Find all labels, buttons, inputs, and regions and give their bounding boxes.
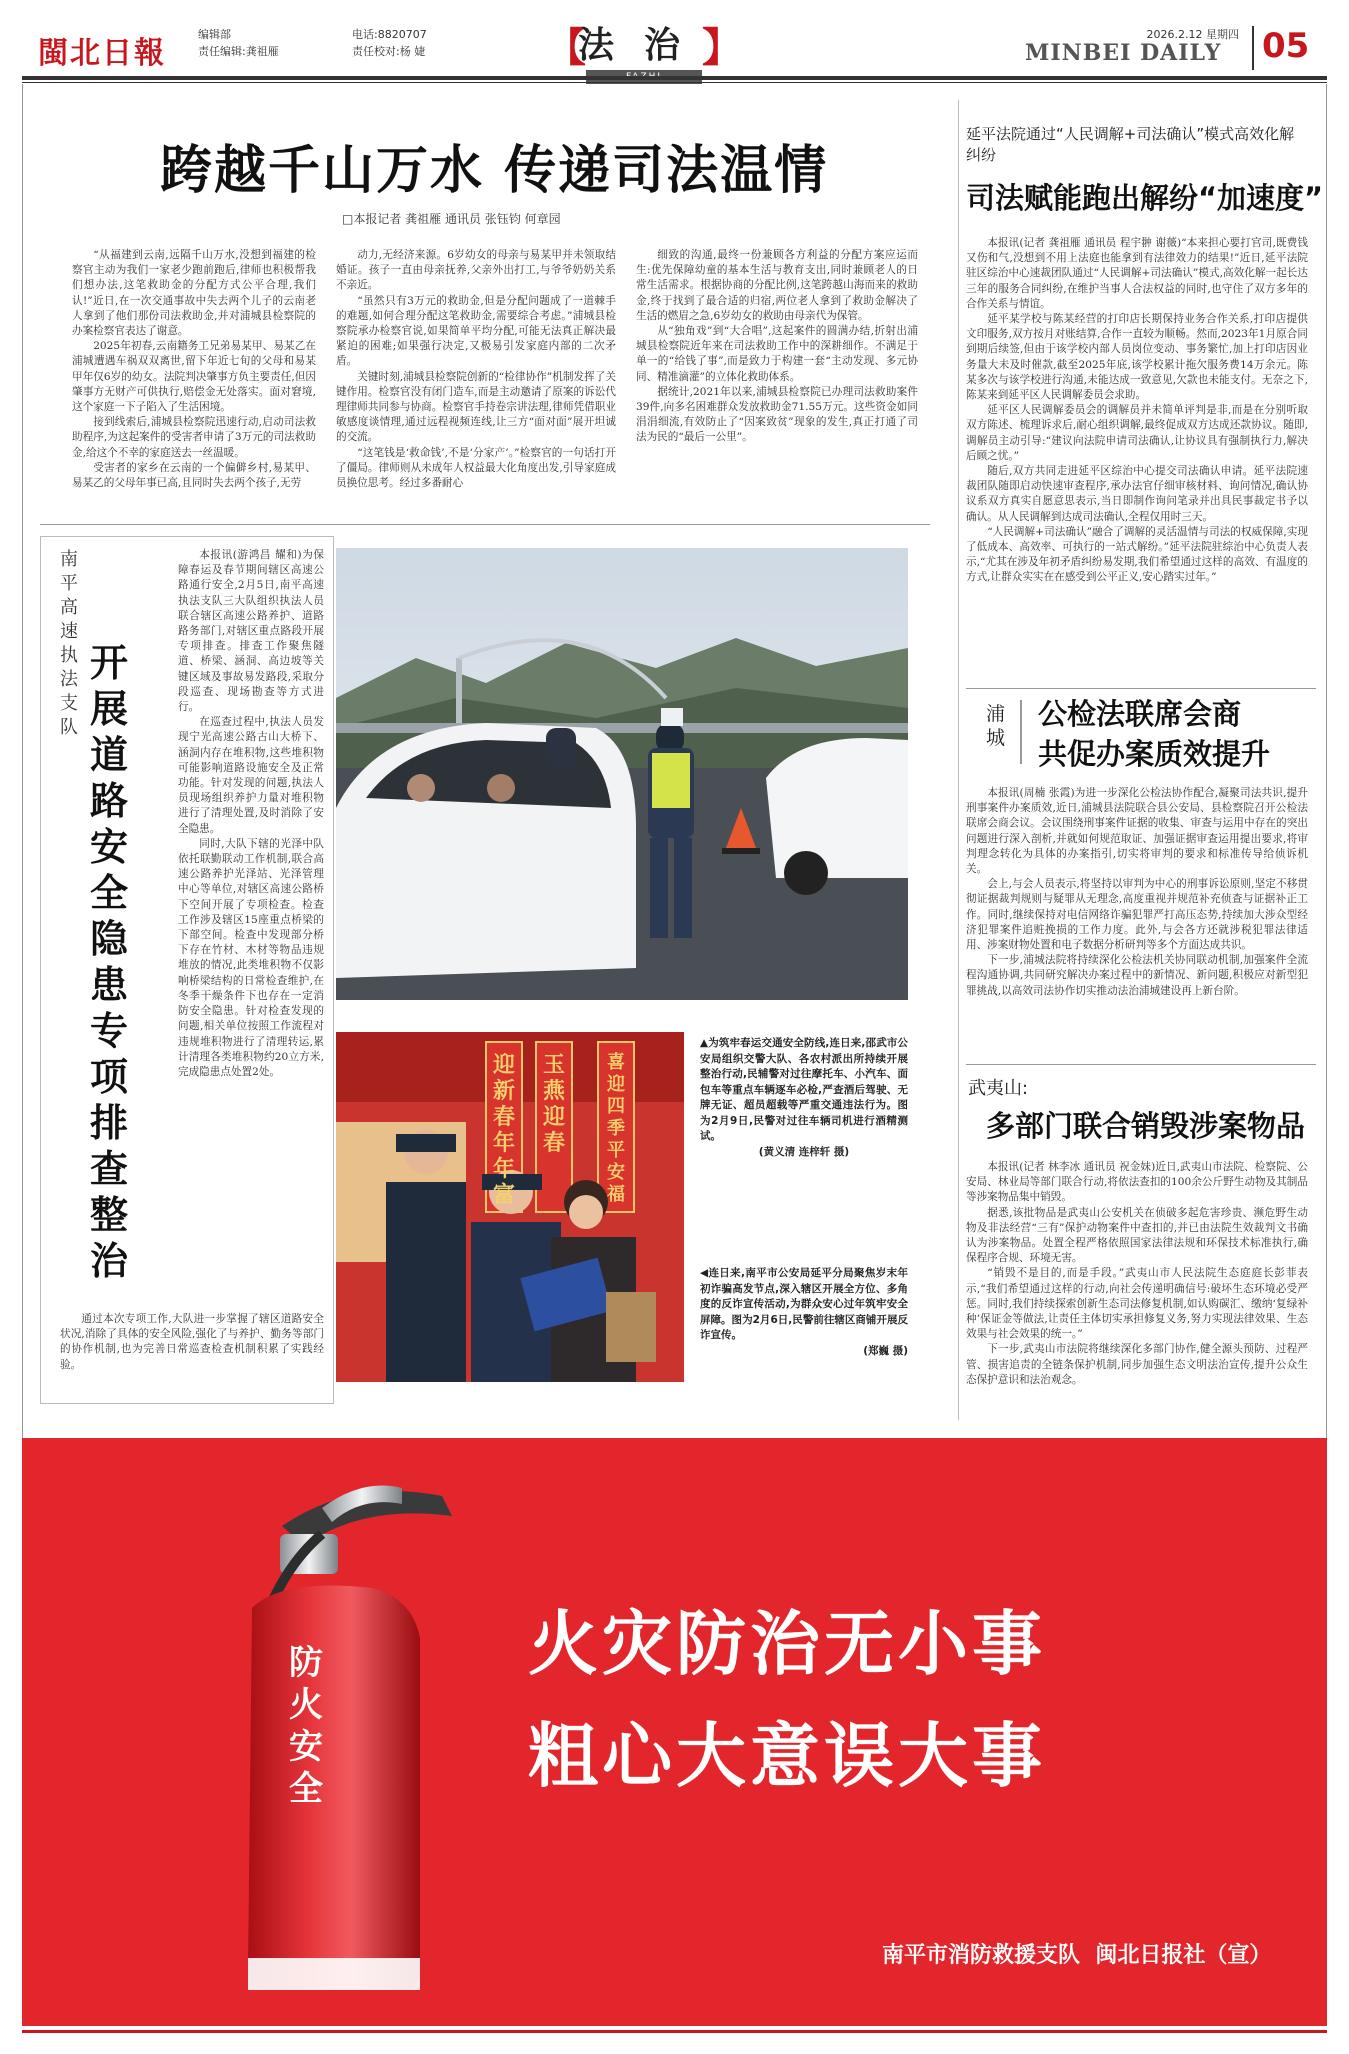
sidebar-p4: 通过本次专项工作,大队进一步掌握了辖区道路安全状况,消除了具体的安全风险,强化了与养护、勤务等部门的协作机制,也为完善日常巡查检查机制积累了实践经验。 [60,1313,324,1371]
lead-c2-p4: “这笔钱是‘救命钱’,不是‘分家产’。”检察官的一句话打开了僵局。律师则从未成年人权益最大化角度出发,引导家庭成员换位思考。经过多番耐心 [336,446,616,490]
shop-sign-3: 喜迎四季平安福 [607,1052,625,1205]
ad-badge: 防火安全 [289,1643,323,1809]
pucheng-p2: 会上,与会人员表示,将坚持以审判为中心的刑事诉讼原则,坚定不移贯彻证据裁判规则与疑罪从无理念,高度重视并规范补充侦查与证据补正工作。同时,继续保持对电信网络诈骗犯罪严打高压态势,持续加大涉众型经济犯罪案件追赃挽损的工作力度。此外,与会各方还就涉税犯罪法律适用、涉案财物处置和电子数据分析研判等多个方面达成共识。 [966,878,1308,952]
caption-antifraud-text: ◀连日来,南平市公安局延平分局聚焦岁末年初诈骗高发节点,深入辖区开展全方位、多角度的反诈宣传活动,为群众安心过年筑牢安全屏障。图为2月6日,民警前往辖区商铺开展反诈宣传。 [700,1267,908,1341]
lead-c2-p3: 关键时刻,浦城县检察院创新的“检律协作”机制发挥了关键作用。检察官没有闭门造车,而是主动邀请了原案的诉讼代理律师共同参与协商。检察官手持卷宗讲法理,律师凭借职业敏感度谈情理,通过远程视频连线,让三方“面对面”展开坦诚的交流。 [336,370,616,444]
sidebar-p3: 同时,大队下辖的光泽中队依托联勤联动工作机制,联合高速公路养护光泽站、光泽管理中心等单位,对辖区高速公路桥下空间开展了专项检查。检查工作涉及辖区15座重点桥梁的下部空间。检查中发现部分桥下存在竹材、木材等物品违规堆放的情况,此类堆积物不仅影响桥梁结构的日常检查维护,在冬季干燥条件下也存在一定消防安全隐患。针对检查发现的问题,相关单位按照工作流程对违规堆积物进行了清理转运,累计清理各类堆积物约20立方米,完成隐患点处置2处。 [178,837,324,1078]
issue-date: 2026.2.12 星期四 [1146,28,1239,41]
right-kicker: 延平法院通过“人民调解+司法确认”模式高效化解纠纷 [966,125,1295,164]
newspaper-logo: 閩北日報 [38,36,166,71]
lead-c3-p1: 细致的沟通,最终一份兼顾各方利益的分配方案应运而生:优先保障幼童的基本生活与教育支出,同时兼顾老人的日常生活需求。根据协商的分配比例,这笔跨越山海而来的救助金,终于找到了最合适的归宿,两位老人拿到了救助金解决了生活的燃眉之急,6岁幼女的救助由母亲代为保管。 [636,249,918,322]
right-p4: 随后,双方共同走进延平区综治中心提交司法确认申请。延平法院速裁团队随即启动快速审查程序,承办法官仔细审核材料、询问情况,确认协议系双方真实自愿意思表示,当日即制作询问笔录并出具民事裁定书予以确认。从人民调解到达成司法确认,全程仅用时三天。 [966,465,1308,523]
pucheng-headline [1038,694,1270,774]
photo-traffic-check [336,548,908,1000]
traffic-check-illustration [336,548,908,1000]
column-divider [958,100,959,1420]
wuyishan-headline: 多部门联合销毁涉案物品 [986,1109,1306,1143]
pucheng-headline-1: 公检法联席会商 [1038,697,1242,731]
sidebar-p1: 本报讯(游鸿昌 耀和)为保障春运及春节期间辖区高速公路通行安全,2月5日,南平高速执法支队三大队组织执法人员联合辖区高速公路养护、道路路务部门,对辖区重点路段开展专项排查。排查工作聚焦隧道、桥梁、涵洞、高边坡等关键区域及事故易发路段,采取分段巡查、现场勘查等方式进行。 [178,549,324,714]
sidebar-body-top [178,548,324,1080]
pucheng-headline-2: 共促办案质效提升 [1038,737,1271,771]
left-bracket-icon: 【 [546,24,586,71]
right-body [966,236,1308,586]
caption-traffic-credit: (黄义清 连梓轩 摄) [758,1145,850,1158]
right-rule-1 [966,688,1316,689]
sidebar-kicker: 南平高速执法支队 [60,549,78,738]
wuyishan-tag: 武夷山: [968,1078,1029,1099]
lead-column-2 [336,248,616,491]
page-number: 05 [1262,26,1310,66]
proofreader: 责任校对:杨 婕 [352,45,426,58]
wuyishan-p4: 下一步,武夷山市法院将继续深化多部门协作,健全源头预防、过程严管、损害追责的全链条保护机制,同步加强生态文明法治宣传,提升公众生态保护意识和法治观念。 [966,1343,1308,1386]
lead-c2-p1: 动力,无经济来源。6岁幼女的母亲与易某甲并未领取结婚证。孩子一直由母亲抚养,父亲外出打工,与爷爷奶奶关系不亲近。 [336,249,616,292]
lead-column-1 [72,248,316,491]
caption-antifraud [700,1266,908,1359]
caption-traffic-text: ▲为筑牢春运交通安全防线,连日来,邵武市公安局组织交警大队、各农村派出所持续开展整治行动,民辅警对过往摩托车、小汽车、面包车等重点车辆逐车必检,严查酒后驾驶、无牌无证、超员超载等严重交通违法行为。图为2月9日,民警对过往车辆司机进行酒精测试。 [700,1037,908,1142]
lead-c1-p4: 受害者的家乡在云南的一个偏僻乡村,易某甲、易某乙的父母年事已高,且同时失去两个孩子,无劳 [72,461,316,490]
right-p1: 本报讯(记者 龚祖雁 通讯员 程宇翀 谢薇)“本来担心要打官司,既费钱又伤和气,没想到不用上法庭也能拿到有法律效力的结果!”近日,延平法院驻区综治中心速裁团队通过“人民调解+司法确认”模式,高效化解一起长达三年的服务合同纠纷,在维护当事人合法权益的同时,也守住了双方多年的合作关系与情谊。 [966,237,1308,310]
wuyishan-p2: 据悉,该批物品是武夷山公安机关在侦破多起危害珍贵、濒危野生动物及非法经营“三有”保护动物案件中查扣的,并已由法院生效裁判文书确认为涉案物品。处置全程严格依照国家法律法规和环保技术标准执行,确保程序合规、环境无害。 [966,1206,1308,1265]
masthead-rule [22,76,1327,80]
pucheng-p3: 下一步,浦城法院将持续深化公检法机关协同联动机制,加强案件全流程沟通协调,共同研究解决办案过程中的新情况、新问题,积极应对新型犯罪挑战,以高效司法协作切实推动法治浦城建设再上新台阶。 [966,954,1308,997]
daily-name: MINBEI DAILY [1025,40,1222,66]
pucheng-p1: 本报讯(周楠 张霞)为进一步深化公检法协作配合,凝聚司法共识,提升刑事案件办案质效,近日,浦城县法院联合县公安局、县检察院召开公检法联席会商会议。会议围绕刑事案件证据的收集、审查与运用中存在的突出问题进行深入剖析,并就如何规范取证、加强证据审查运用提出要求,将审判理念转化为具体的办案指引,切实将审判的要求和标准传导给侦诉机关。 [966,787,1308,876]
lead-c3-p3: 据统计,2021年以来,浦城县检察院已办理司法救助案件39件,向多名困难群众发放救助金71.55万元。这些资金如同涓涓细流,有效防止了“因案致贫”现象的发生,真正打通了司法为民的“最后一公里”。 [636,385,918,444]
lead-c2-p2: “虽然只有3万元的救助金,但是分配问题成了一道棘手的难题,如何合理分配这笔救助金,需要综合考虑。”浦城县检察院承办检察官说,如果简单平均分配,可能无法真正解决最紧迫的困难;如果强行决定,又极易引发家庭内部的二次矛盾。 [336,294,616,368]
right-bracket-icon: 】 [702,24,742,71]
section-header [546,22,742,84]
wuyishan-p3: “销毁不是目的,而是手段。”武夷山市人民法院生态庭庭长彭菲表示,“我们希望通过这样的行动,向社会传递明确信号:破坏生态环境必受严惩。同时,我们持续探索创新生态司法修复机制,如认购碳汇、缴纳‘复绿补种’保证金等做法,让责任主体切实承担修复义务,努力实现法律效果、生态效果与社会效果的统一。” [966,1267,1308,1341]
right-p3: 延平区人民调解委员会的调解员并未简单评判是非,而是在分别听取双方陈述、梳理诉求后,耐心组织调解,最终促成双方达成还款协议。随即,调解员主动引导:“建议向法院申请司法确认,让协议具有强制执行力,解决后顾之忧。” [966,404,1308,462]
right-p5: “人民调解+司法确认”融合了调解的灵活温情与司法的权威保障,实现了低成本、高效率、可执行的一站式解纷。”延平法院驻综治中心负责人表示,“尤其在涉及年初矛盾纠纷易发期,我们希望通过这样的高效、有温度的方式,让群众实实在在感受到公平正义,安心踏实过年。” [966,525,1308,584]
pucheng-tag: 浦城 [986,703,1006,749]
ad-bottom-rule [22,2030,1327,2033]
ad-slogan-1: 火灾防治无小事 [528,1603,1046,1685]
lead-byline: □本报记者 龚祖雁 通讯员 张钰钧 何章园 [342,212,561,226]
editor-name: 责任编辑:龚祖雁 [198,45,279,58]
ad-slogan-2: 粗心大意误大事 [528,1715,1046,1797]
lead-c1-p2: 2025年初春,云南籍务工兄弟易某甲、易某乙在浦城遭遇车祸双双离世,留下年近七旬的父母和易某甲年仅6岁的幼女。法院判决肇事方负主要责任,但因肇事方无财产可供执行,赔偿金无处落实。面对窘境,这个家庭一下子陷入了生活困境。 [72,340,316,414]
right-headline: 司法赋能跑出解纷“加速度” [966,181,1324,215]
wuyishan-p1: 本报讯(记者 林李冰 通讯员 祝金妹)近日,武夷山市法院、检察院、公安局、林业局等部门联合行动,将依法查扣的100余公斤野生动物及其制品等涉案物品集中销毁。 [966,1161,1308,1204]
masthead-rule-thin [22,82,1327,83]
phone: 电话:8820707 [352,28,427,41]
lead-headline: 跨越千山万水 传递司法温情 [160,141,829,201]
contact-info [352,26,427,60]
lead-bottom-rule [40,524,930,525]
frame-right [1326,84,1327,1438]
lead-c3-p2: 从“独角戏”到“大合唱”,这起案件的圆满办结,折射出浦城县检察院近年来在司法救助工作中的深耕细作。不满足于单一的“给钱了事”,而是致力于构建一套“主动发现、多元协同、精准滴灌”的立体化救助体系。 [636,325,918,383]
photo-antifraud [336,1032,684,1382]
pucheng-body [966,786,1308,999]
ad-sponsor: 南平市消防救援支队 闽北日报社（宣） [882,1943,1272,1968]
sidebar-p2: 在巡查过程中,执法人员发现宁光高速公路古山大桥下、涵洞内存在堆积物,这些堆积物可能影响道路设施安全及正常功能。针对发现的问题,执法人员现场组织养护力量对堆积物进行了清理处置,及时消除了安全隐患。 [178,716,324,835]
right-p2: 延平某学校与陈某经营的打印店长期保持业务合作关系,打印店提供文印服务,双方按月对账结算,合作一直较为顺畅。然而,2023年1月原合同到期后续签,但由于该学校内部人员岗位变动、事务繁忙,加上打印店因业务量大未及时催款,截至2025年底,该学校累计拖欠服务费14万余元。陈某多次与该学校进行沟通,未能达成一致意见,欠款也未能支付。无奈之下,陈某来到延平区人民调解委员会求助。 [966,313,1308,402]
page-divider [1252,26,1254,70]
frame-left [22,84,23,1438]
pucheng-tag-divider [1020,700,1022,764]
caption-antifraud-credit: (郑巍 摄) [863,1344,908,1357]
lead-c1-p3: 接到线索后,浦城县检察院迅速行动,启动司法救助程序,为这起案件的受害者申请了3万元的司法救助金,给这个不幸的家庭送去一丝温暖。 [72,416,316,459]
section-title: 法治 [577,24,710,66]
shop-sign-1: 迎新春年年富 [492,1052,515,1208]
lead-c1-p1: “从福建到云南,远隔千山万水,没想到福建的检察官主动为我们一家老少跑前跑后,律师也积极帮我们想办法,这笔救助金的分配方式公平合理,我们认!”近日,在一次交通事故中失去两个儿子的云南老人拿到了他们那份司法救助金,并对浦城县检察院的办案检察官表达了谢意。 [72,249,316,338]
fire-safety-ad [22,1438,1327,2026]
right-rule-2 [966,1064,1316,1065]
shop-sign-2: 玉燕迎春 [542,1052,565,1156]
sidebar-body-bottom [60,1312,324,1373]
caption-traffic [700,1036,908,1160]
sidebar-headline: 开展道路安全隐患专项排查整治 [90,641,129,1283]
wuyishan-body [966,1160,1308,1388]
lead-column-3 [636,248,918,446]
editor-info [198,26,279,60]
editor-dept: 编辑部 [198,28,231,41]
